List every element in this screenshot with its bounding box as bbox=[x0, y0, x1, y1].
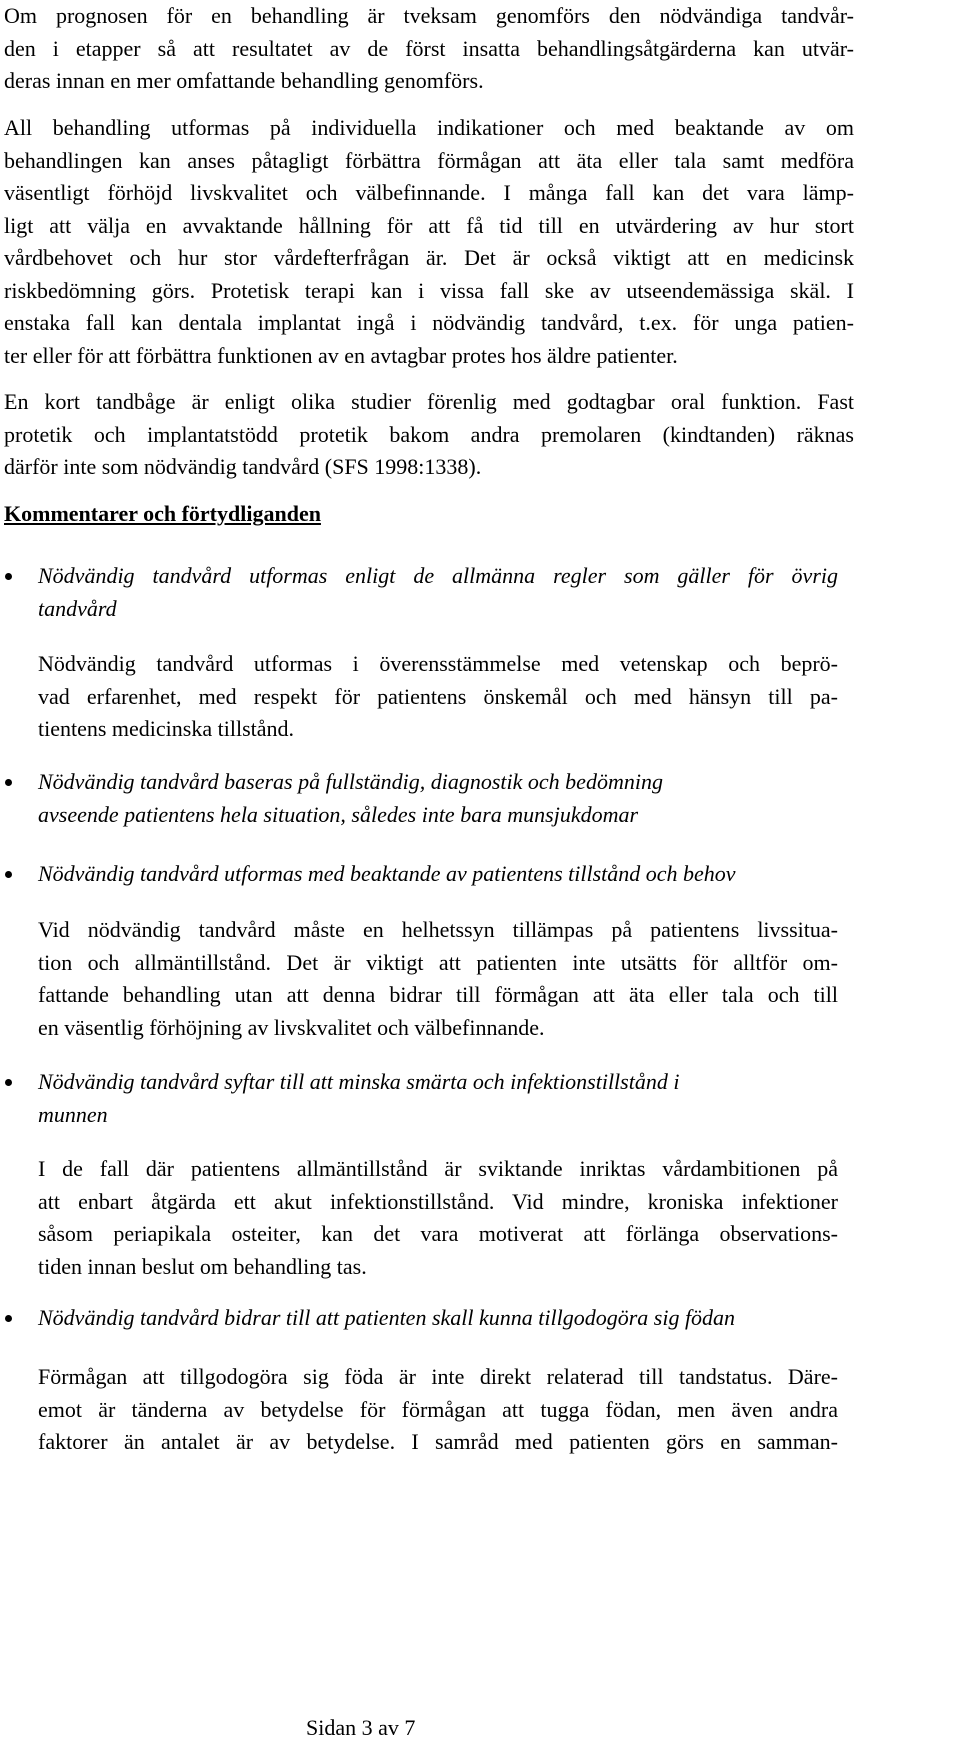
item-title bbox=[38, 560, 838, 625]
text-line: Om prognosen för en behandling är tveksam genomförs den nödvändiga tandvår- bbox=[4, 3, 854, 28]
paragraph-intro bbox=[4, 0, 854, 98]
item-title bbox=[38, 1066, 838, 1131]
text-line: vad erfarenhet, med respekt för patientens önskemål och med hänsyn till pa- bbox=[38, 683, 838, 709]
text-line: därför inte som nödvändig tandvård (SFS 1998:1338). bbox=[4, 454, 482, 479]
text-line: All behandling utformas på individuella indikationer och med beaktande av om bbox=[4, 115, 854, 140]
text-line: emot är tänderna av betydelse för förmågan att tugga födan, men även andra bbox=[38, 1396, 838, 1422]
text-line: Nödvändig tandvård utformas med beaktande av patientens tillstånd och behov bbox=[38, 861, 736, 886]
text-line: Nödvändig tandvård syftar till att minska smärta och infektionstillstånd i bbox=[38, 1069, 680, 1094]
text-line: såsom periapikala osteiter, kan det vara motiverat att förlänga observations- bbox=[38, 1221, 838, 1246]
bullet-icon bbox=[5, 779, 12, 786]
bullet-icon bbox=[5, 1079, 12, 1086]
section-heading: Kommentarer och förtydliganden bbox=[4, 501, 321, 526]
text-line: att enbart åtgärda ett akut infektionstillstånd. Vid mindre, kroniska infektioner bbox=[38, 1188, 838, 1214]
text-line: munnen bbox=[38, 1101, 108, 1127]
bullet-icon bbox=[5, 573, 12, 580]
text-line: behandlingen kan anses påtagligt förbättra förmågan att äta eller tala samt medföra bbox=[4, 147, 854, 173]
item-body bbox=[38, 648, 838, 746]
text-line: Nödvändig tandvård baseras på fullständig, diagnostik och bedömning bbox=[38, 769, 663, 794]
text-line: Nödvändig tandvård utformas i överensstämmelse med vetenskap och beprö- bbox=[38, 651, 838, 676]
text-line: Vid nödvändig tandvård måste en helhetssyn tillämpas på patientens livssitua- bbox=[38, 917, 838, 942]
text-line: den i etapper så att resultatet av de först insatta behandlingsåtgärderna kan utvär- bbox=[4, 35, 854, 61]
text-line: Nödvändig tandvård utformas enligt de allmänna regler som gäller för övrig bbox=[38, 563, 838, 588]
text-line: tiden innan beslut om behandling tas. bbox=[38, 1253, 367, 1279]
text-line: faktorer än antalet är av betydelse. I samråd med patienten görs en samman- bbox=[38, 1429, 838, 1454]
text-line: protetik och implantatstödd protetik bakom andra premolaren (kindtanden) räknas bbox=[4, 421, 854, 447]
text-line: en väsentlig förhöjning av livskvalitet och välbefinnande. bbox=[38, 1014, 545, 1040]
text-line: enstaka fall kan dentala implantat ingå i nödvändig tandvård, t.ex. för unga patien- bbox=[4, 310, 854, 335]
text-line: fattande behandling utan att denna bidrar till förmågan att äta eller tala och till bbox=[38, 982, 838, 1007]
text-line: tion och allmäntillstånd. Det är viktigt att patienten inte utsätts för alltför om- bbox=[38, 949, 838, 975]
paragraph-short-dental-arch bbox=[4, 386, 854, 484]
text-line: Förmågan att tillgodogöra sig föda är inte direkt relaterad till tandstatus. Däre- bbox=[38, 1364, 838, 1389]
text-line: ter eller för att förbättra funktionen av en avtagbar protes hos äldre patienter. bbox=[4, 342, 678, 368]
item-title bbox=[38, 1302, 858, 1335]
text-line: väsentligt förhöjd livskvalitet och välbefinnande. I många fall kan det vara lämp- bbox=[4, 180, 854, 205]
text-line: avseende patientens hela situation, således inte bara munsjukdomar bbox=[38, 801, 639, 827]
item-body bbox=[38, 1153, 838, 1283]
item-body bbox=[38, 1361, 838, 1459]
paragraph-individual-indications bbox=[4, 112, 854, 372]
text-line: tandvård bbox=[38, 595, 117, 621]
text-line: I de fall där patientens allmäntillstånd är sviktande inriktas vårdambitionen på bbox=[38, 1156, 838, 1181]
text-line: riskbedömning görs. Protetisk terapi kan i vissa fall ske av utseendemässiga skäl. I bbox=[4, 277, 854, 303]
text-line: ligt att välja en avvaktande hållning för att få tid till en utvärdering av hur stort bbox=[4, 212, 854, 238]
text-line: Nödvändig tandvård bidrar till att patienten skall kunna tillgodogöra sig födan bbox=[38, 1305, 736, 1330]
text-line: vårdbehovet och hur stor vårdefterfrågan är. Det är också viktigt att en medicinsk bbox=[4, 245, 854, 270]
text-line: En kort tandbåge är enligt olika studier förenlig med godtagbar oral funktion. Fast bbox=[4, 389, 854, 414]
page-number: Sidan 3 av 7 bbox=[306, 1715, 416, 1740]
item-title bbox=[38, 766, 838, 831]
bullet-icon bbox=[5, 1315, 12, 1322]
text-line: deras innan en mer omfattande behandling genomförs. bbox=[4, 68, 484, 93]
item-body bbox=[38, 914, 838, 1044]
item-title bbox=[38, 858, 858, 891]
text-line: tientens medicinska tillstånd. bbox=[38, 716, 295, 741]
bullet-icon bbox=[5, 871, 12, 878]
